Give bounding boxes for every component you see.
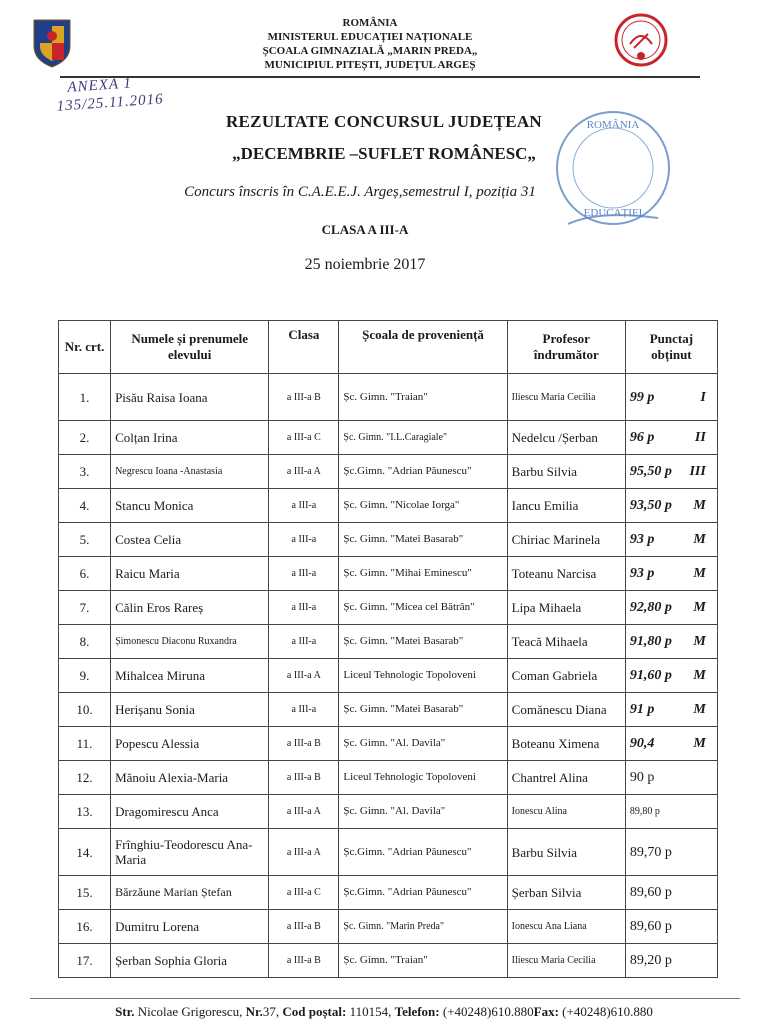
footer-nr: 37, [262,1004,280,1019]
results-table [58,320,718,978]
school-name: Șc. Gimn. "I.L.Caragiale" [339,421,507,455]
school-name: Șc.Gimn. "Adrian Păunescu" [339,829,507,876]
table-row [59,944,718,978]
score-value: 90,4 [629,736,655,751]
header-line: ȘCOALA GIMNAZIALĂ „MARIN PREDA„ [262,45,478,57]
column-header-nr: Nr. crt. [59,321,111,374]
teacher-name: Lipa Mihaela [507,591,625,625]
footer-fax-label: Fax: [533,1004,559,1019]
teacher-name: Iliescu Maria Cecilia [507,374,625,421]
student-name: Colțan Irina [111,421,269,455]
prize-label: M [693,566,706,581]
school-name: Șc. Gimn. "Al. Davila" [339,795,507,829]
prize-label: III [689,464,706,479]
row-number: 8. [59,625,111,659]
student-name: Negrescu Ioana -Anastasia [111,455,269,489]
score-cell [625,421,717,455]
school-name: Liceul Tehnologic Topoloveni [339,761,507,795]
teacher-name: Chantrel Alina [507,761,625,795]
prize-label: II [694,430,706,445]
student-name: Costea Celia [111,523,269,557]
score-value: 99 p [629,389,655,405]
teacher-name: Șerban Silvia [507,876,625,910]
score-cell [625,693,717,727]
footer-nr-label: Nr. [245,1004,263,1019]
row-number: 6. [59,557,111,591]
student-name: Călin Eros Rareș [111,591,269,625]
row-number: 9. [59,659,111,693]
teacher-name: Toteanu Narcisa [507,557,625,591]
row-number: 2. [59,421,111,455]
table-row [59,761,718,795]
annotation-line: 135/25.11.2016 [56,91,165,115]
footer-street: Nicolae Grigorescu, [137,1004,243,1019]
table-body [59,374,718,978]
student-class: a III-a B [269,944,339,978]
score-cell [625,829,717,876]
teacher-name: Boteanu Ximena [507,727,625,761]
student-name: Pisău Raisa Ioana [111,374,269,421]
row-number: 13. [59,795,111,829]
school-name: Șc.Gimn. "Adrian Păunescu" [339,455,507,489]
school-name: Șc. Gimn. "Al. Davila" [339,727,507,761]
footer-divider [30,998,740,999]
table-row [59,727,718,761]
table-row [59,910,718,944]
teacher-name: Comănescu Diana [507,693,625,727]
row-number: 3. [59,455,111,489]
row-number: 7. [59,591,111,625]
column-header-name: Numele și prenumele elevului [111,321,269,374]
student-name: Raicu Maria [111,557,269,591]
teacher-name: Barbu Silvia [507,455,625,489]
score-value: 89,80 p [629,806,660,817]
prize-label: M [693,668,706,683]
row-number: 17. [59,944,111,978]
teacher-name: Iliescu Maria Cecilia [507,944,625,978]
stamp-text-bottom: EDUCAȚIEI [583,207,643,219]
score-cell [625,876,717,910]
table-row [59,523,718,557]
footer-fax: (+40248)610.880 [562,1004,653,1019]
row-number: 1. [59,374,111,421]
score-value: 89,60 p [629,919,672,934]
prize-label: M [693,600,706,615]
table-row [59,455,718,489]
table-row [59,659,718,693]
score-cell [625,795,717,829]
prize-label: M [693,498,706,513]
score-cell [625,374,717,421]
school-name: Șc. Gimn. "Marin Preda" [339,910,507,944]
student-class: a III-a A [269,659,339,693]
prize-label: M [693,736,706,751]
row-number: 15. [59,876,111,910]
school-name: Șc. Gimn. "Mihai Eminescu" [339,557,507,591]
teacher-name: Coman Gabriela [507,659,625,693]
score-cell [625,625,717,659]
student-class: a III-a A [269,455,339,489]
student-class: a III-a [269,591,339,625]
prize-label: M [693,634,706,649]
student-class: a III-a [269,693,339,727]
student-name: Dragomirescu Anca [111,795,269,829]
student-name: Frînghiu-Teodorescu Ana-Maria [111,829,269,876]
score-value: 93,50 p [629,498,672,513]
header-line: ROMÂNIA [342,17,398,29]
teacher-name: Teacă Mihaela [507,625,625,659]
school-name: Șc. Gimn. "Matei Basarab" [339,693,507,727]
school-name: Șc. Gimn. "Traian" [339,944,507,978]
student-name: Herișanu Sonia [111,693,269,727]
teacher-name: Chiriac Marinela [507,523,625,557]
school-name: Șc.Gimn. "Adrian Păunescu" [339,876,507,910]
column-header-class: Clasa [269,321,339,374]
footer-address [0,1004,768,1020]
footer-phone: (+40248)610.880 [442,1004,534,1019]
student-class: a III-a [269,625,339,659]
annotation-line: ANEXA 1 [66,75,133,96]
score-value: 89,20 p [629,953,672,968]
score-value: 91 p [629,702,655,717]
student-class: a III-a [269,557,339,591]
teacher-name: Barbu Silvia [507,829,625,876]
student-name: Mănoiu Alexia-Maria [111,761,269,795]
document-title: REZULTATE CONCURSUL JUDEȚEAN [225,112,543,131]
student-class: a III-a B [269,761,339,795]
romania-coat-of-arms-icon [30,16,74,68]
score-cell [625,557,717,591]
footer-phone-label: Telefon: [394,1004,440,1019]
student-class: a III-a C [269,421,339,455]
prize-label: I [700,389,706,405]
class-label: CLASA A III-A [321,222,409,237]
student-class: a III-a [269,523,339,557]
row-number: 10. [59,693,111,727]
school-name: Șc. Gimn. "Nicolae Iorga" [339,489,507,523]
score-value: 93 p [629,532,655,547]
score-value: 90 p [629,770,655,785]
school-name: Șc. Gimn. "Matei Basarab" [339,625,507,659]
student-class: a III-a B [269,727,339,761]
table-row [59,693,718,727]
score-cell [625,727,717,761]
table-row [59,421,718,455]
score-cell [625,944,717,978]
table-row [59,557,718,591]
student-class: a III-a B [269,910,339,944]
score-cell [625,910,717,944]
school-name: Șc. Gimn. "Micea cel Bătrân" [339,591,507,625]
prize-label: M [693,532,706,547]
score-value: 93 p [629,566,655,581]
header-line: MUNICIPIUL PITEȘTI, JUDEȚUL ARGEȘ [264,59,476,71]
table-row [59,591,718,625]
score-value: 92,80 p [629,600,672,615]
teacher-name: Ionescu Alina [507,795,625,829]
row-number: 4. [59,489,111,523]
student-class: a III-a A [269,829,339,876]
row-number: 5. [59,523,111,557]
student-name: Dumitru Lorena [111,910,269,944]
table-row [59,829,718,876]
header-line: MINISTERUL EDUCAȚIEI NAȚIONALE [267,31,473,43]
footer-postal-label: Cod poștal: [282,1004,347,1019]
teacher-name: Ionescu Ana Liana [507,910,625,944]
table-row [59,876,718,910]
school-name: Șc. Gimn. "Traian" [339,374,507,421]
contest-subtitle: Concurs înscris în C.A.E.E.J. Argeș,semestrul I, poziția 31 [184,184,536,200]
row-number: 14. [59,829,111,876]
row-number: 12. [59,761,111,795]
score-cell [625,489,717,523]
score-value: 89,70 p [629,844,672,860]
score-cell [625,455,717,489]
column-header-school: Școala de proveniență [339,321,507,374]
score-cell [625,591,717,625]
table-row [59,795,718,829]
contest-date: 25 noiembrie 2017 [304,256,426,273]
table-row [59,625,718,659]
row-number: 11. [59,727,111,761]
student-name: Stancu Monica [111,489,269,523]
teacher-name: Nedelcu /Șerban [507,421,625,455]
institution-header [180,16,560,72]
school-name: Liceul Tehnologic Topoloveni [339,659,507,693]
student-name: Popescu Alessia [111,727,269,761]
student-class: a III-a A [269,795,339,829]
table-row [59,374,718,421]
table-row [59,489,718,523]
score-cell [625,761,717,795]
student-class: a III-a B [269,374,339,421]
student-name: Bărzăune Marian Ștefan [111,876,269,910]
score-value: 89,60 p [629,885,672,900]
score-value: 96 p [629,430,655,445]
score-value: 91,60 p [629,668,672,683]
score-cell [625,659,717,693]
student-name: Mihalcea Miruna [111,659,269,693]
school-logo-icon [612,12,670,68]
teacher-name: Iancu Emilia [507,489,625,523]
contest-name: „DECEMBRIE –SUFLET ROMÂNESC„ [232,144,536,163]
student-name: Șerban Sophia Gloria [111,944,269,978]
student-name: Șimonescu Diaconu Ruxandra [111,625,269,659]
handwritten-annotation [55,72,164,115]
prize-label: M [693,702,706,717]
school-name: Șc. Gimn. "Matei Basarab" [339,523,507,557]
footer-street-label: Str. [115,1004,135,1019]
stamp-text-top: ROMÂNIA [586,119,640,131]
student-class: a III-a C [269,876,339,910]
score-cell [625,523,717,557]
score-value: 95,50 p [629,464,672,479]
column-header-score: Punctaj obținut [625,321,717,374]
row-number: 16. [59,910,111,944]
column-header-teacher: Profesor îndrumător [507,321,625,374]
footer-postal: 110154, [349,1004,392,1019]
student-class: a III-a [269,489,339,523]
score-value: 91,80 p [629,634,672,649]
table-header-row [59,321,718,374]
